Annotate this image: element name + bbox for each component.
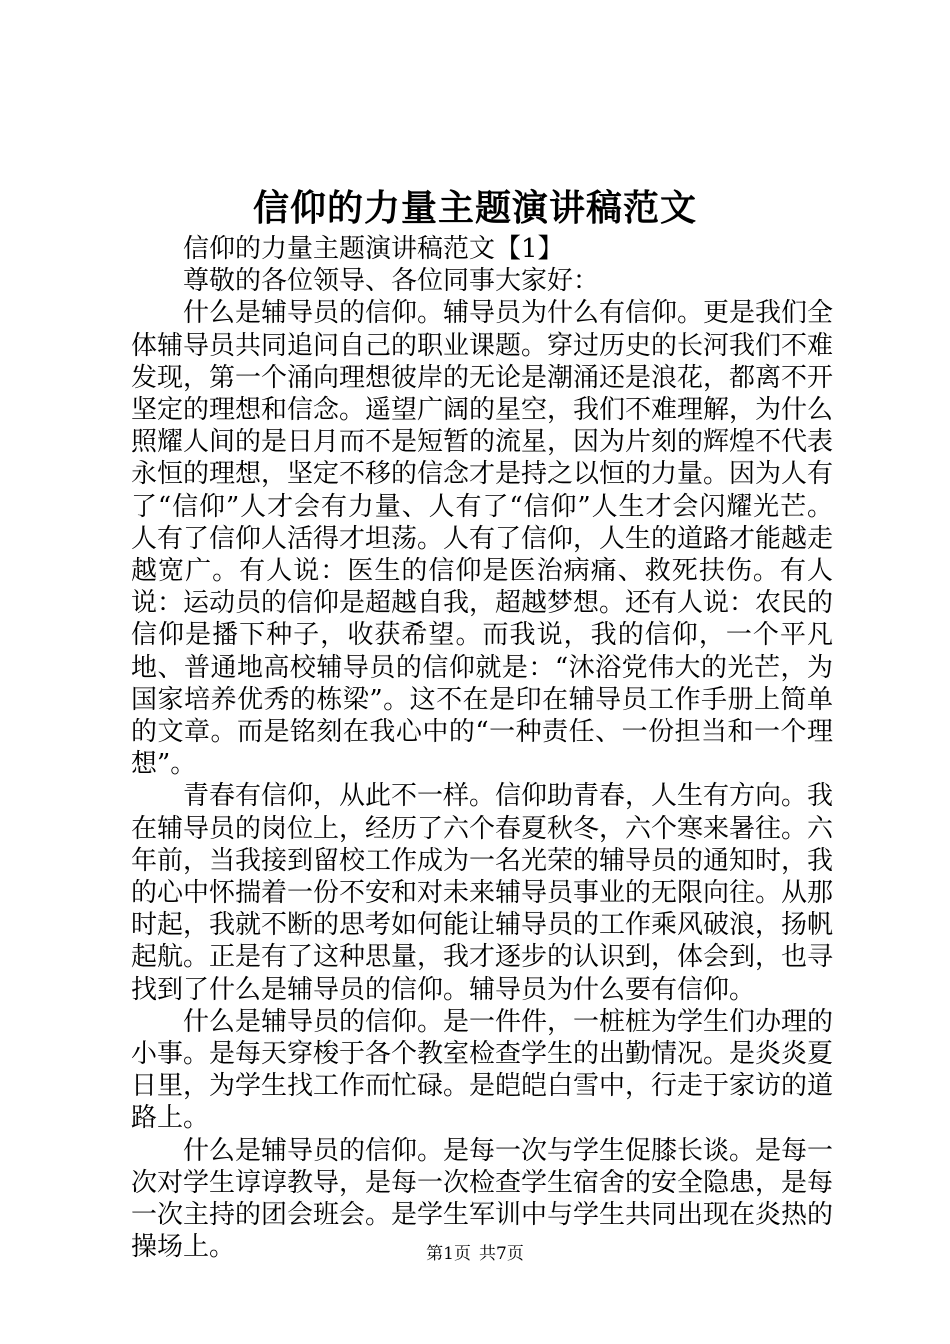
document-title: 信仰的力量主题演讲稿范文 [252, 187, 697, 229]
page-number: 第1页 [426, 1244, 471, 1264]
page-total: 共7页 [479, 1244, 524, 1264]
paragraph: 青春有信仰，从此不一样。信仰助青春，人生有方向。我在辅导员的岗位上，经历了六个春夏秋冬，六个寒来暑往。六年前，当我接到留校工作成为一名光荣的辅导员的通知时，我的心中怀揣着一份不安和对未来辅导员事业的无限向往。从那时起，我就不断的思考如何能让辅导员的工作乘风破浪，扬帆起航。正是有了这种思量，我才逐步的认识到，体会到，也寻找到了什么是辅导员的信仰。辅导员为什么要有信仰。 [131, 781, 834, 1005]
document-body [131, 233, 833, 1264]
paragraph-subtitle: 信仰的力量主题演讲稿范文【1】 [183, 234, 564, 264]
paragraph: 什么是辅导员的信仰。辅导员为什么有信仰。更是我们全体辅导员共同追问自己的职业课题。穿过历史的长河我们不难发现，第一个涌向理想彼岸的无论是潮涌还是浪花，都离不开坚定的理想和信念。遥望广阔的星空，我们不难理解，为什么照耀人间的是日月而不是短暂的流星，因为片刻的辉煌不代表永恒的理想，坚定不移的信念才是持之以恒的力量。因为人有了“信仰”人才会有力量、人有了“信仰”人生才会闪耀光芒。人有了信仰人活得才坦荡。人有了信仰，人生的道路才能越走越宽广。有人说：医生的信仰是医治病痛、救死扶伤。有人说：运动员的信仰是超越自我，超越梦想。还有人说：农民的信仰是播下种子，收获希望。而我说，我的信仰，一个平凡地、普通地高校辅导员的信仰就是：“沐浴党伟大的光芒，为国家培养优秀的栋梁”。这不在是印在辅导员工作手册上简单的文章。而是铭刻在我心中的“一种责任、一份担当和一个理想”。 [131, 298, 834, 780]
page-footer [0, 1243, 950, 1265]
paragraph-greeting: 尊敬的各位领导、各位同事大家好： [183, 266, 600, 297]
paragraph: 什么是辅导员的信仰。是每一次与学生促膝长谈。是每一次对学生谆谆教导，是每一次检查学生宿舍的安全隐患，是每一次主持的团会班会。是学生军训中与学生共同出现在炎热的操场上。 [131, 1135, 834, 1263]
paragraph: 什么是辅导员的信仰。是一件件，一桩桩为学生们办理的小事。是每天穿梭于各个教室检查学生的出勤情况。是炎炎夏日里，为学生找工作而忙碌。是皑皑白雪中，行走于家访的道路上。 [131, 1006, 834, 1134]
